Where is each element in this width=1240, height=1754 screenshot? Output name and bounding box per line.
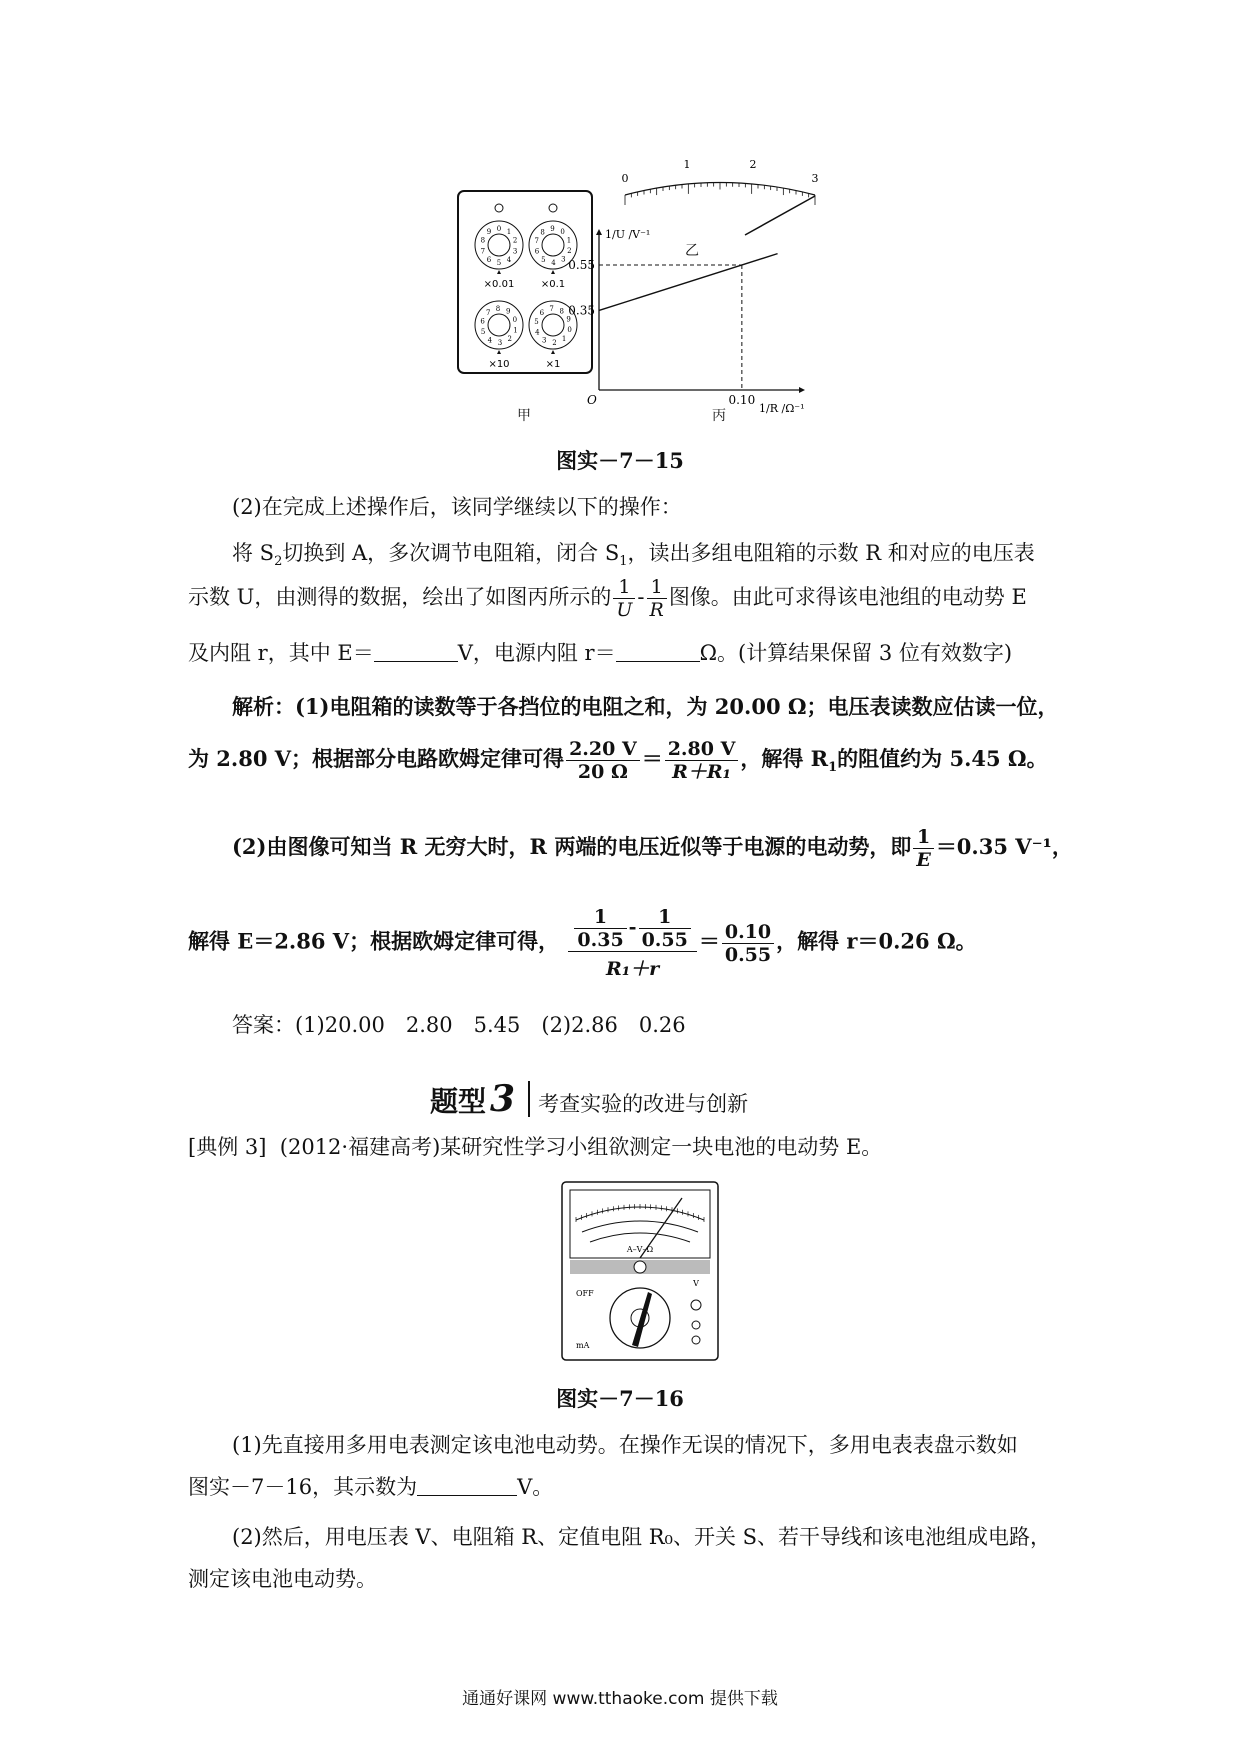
knob-digit: 7 xyxy=(534,237,539,246)
multimeter-scale-label: A–V–Ω xyxy=(626,1245,654,1254)
meter-scale-1: 1 xyxy=(683,160,691,171)
dial-label-3: ×10 xyxy=(488,359,510,370)
frac-1-over-u: $\frac{1}{U}$ xyxy=(613,576,635,621)
analysis-p1b: 为 2.80 V；根据部分电路欧姆定律可得 $\frac{2.20 V}{20 \Omega}$ ＝ $\frac{2.80 V}{\text{R＋R₁}}$ ，解得 $R_1$的阻值约为 5.45 Ω。 xyxy=(188,738,1048,783)
dial-label-1: ×0.01 xyxy=(483,279,515,290)
knob-digit: 2 xyxy=(512,236,518,245)
dial-label-2: ×0.1 xyxy=(540,279,566,290)
example3-line: [典例 3] (2012·福建高考)某研究性学习小组欲测定一块电池的电动势 E。 xyxy=(188,1135,883,1159)
analysis-p3: 解得 E＝2.86 V；根据欧姆定律可得， $\frac{1}{0.35}$ - $\frac{1}{0.55}$ R₁＋r ＝ $\frac{0.10}{0.55}$ ，解得 r＝0.26 Ω。 xyxy=(188,906,977,980)
knob-digit: 9 xyxy=(566,315,571,324)
knob-digit: 2 xyxy=(567,246,572,255)
q2-line2: 将 $S_2$切换到 A，多次调节电阻箱，闭合 $S_1$，读出多组电阻箱的示数 R 和对应的电压表 xyxy=(232,541,1035,570)
origin-label: O xyxy=(587,393,597,407)
x-axis-arrow xyxy=(799,387,805,393)
section-prefix: 题型 xyxy=(430,1085,487,1118)
knob-digit: 7 xyxy=(549,305,554,314)
frac-010-over-055: $\frac{0.10}{0.55}$ xyxy=(722,921,774,966)
x-axis-label: 1/R /Ω⁻¹ xyxy=(759,402,805,415)
knob-digit: 6 xyxy=(480,317,485,326)
frac-1-over-e: $\frac{1}{E}$ xyxy=(913,826,933,871)
section-number: 3 xyxy=(490,1078,516,1120)
section-divider xyxy=(528,1081,530,1117)
page-footer: 通通好课网 www.tthaoke.com 提供下载 xyxy=(462,1689,778,1709)
figure-16-caption: 图实－7－16 xyxy=(556,1386,684,1411)
multimeter-ma-label: mA xyxy=(576,1341,590,1350)
knob-digit: 5 xyxy=(480,328,486,337)
answer-line: 答案：(1)20.00 2.80 5.45 (2)2.86 0.26 xyxy=(232,1013,686,1037)
knob-digit: 9 xyxy=(550,225,555,234)
knob-digit: 1 xyxy=(513,326,518,335)
meter-scale-0: 0 xyxy=(621,172,629,185)
knob-digit: 5 xyxy=(534,318,539,327)
knob-digit: 0 xyxy=(560,227,565,236)
multimeter-off-label: OFF xyxy=(576,1289,594,1298)
meter-scale-3: 3 xyxy=(811,172,819,185)
knob-digit: 4 xyxy=(551,258,556,267)
knob-digit: 8 xyxy=(559,307,565,316)
q3-line3: (2)然后，用电压表 V、电阻箱 R、定值电阻 R₀、开关 S、若干导线和该电池组成电路， xyxy=(232,1525,1052,1549)
frac-220-over-20: $\frac{2.20 V}{20 \Omega}$ xyxy=(566,738,640,783)
knob-digit: 2 xyxy=(507,335,512,344)
figure-15 xyxy=(455,160,825,430)
section-header xyxy=(430,1078,748,1122)
reciprocal-graph xyxy=(565,225,825,415)
blank-e[interactable] xyxy=(374,639,458,662)
frac-280-over-r: $\frac{2.80 V}{\text{R＋R₁}}$ xyxy=(665,738,739,783)
knob-digit: 3 xyxy=(497,338,503,347)
q2-line3: 示数 U，由测得的数据，绘出了如图丙所示的 $\frac{1}{U}$ - $\frac{1}{R}$ 图像。由此可求得该电池组的电动势 E xyxy=(188,576,1027,621)
knob-digit: 1 xyxy=(566,236,572,245)
knob-digit: 6 xyxy=(534,247,540,256)
multimeter-v-label: V xyxy=(693,1279,699,1288)
knob-digit: 0 xyxy=(567,325,572,334)
y-axis-label: 1/U /V⁻¹ xyxy=(605,228,651,241)
dial-label-4: ×1 xyxy=(545,359,561,370)
q2-line4: 及内阻 r，其中 E＝ V，电源内阻 r＝ Ω。(计算结果保留 3 位有效数字) xyxy=(188,641,1013,665)
knob-digit: 8 xyxy=(540,228,545,237)
knob-digit: 4 xyxy=(535,328,540,337)
knob-digit: 8 xyxy=(495,305,501,314)
sub-label-jia: 甲 xyxy=(517,408,531,424)
analysis-p1a: 解析：(1)电阻箱的读数等于各挡位的电阻之和，为 20.00 Ω；电压表读数应估读一位， xyxy=(232,694,1059,719)
y-tick-label: 0.55 xyxy=(568,258,595,272)
knob-digit: 0 xyxy=(496,225,502,233)
q3-line1: (1)先直接用多用电表测定该电池电动势。在操作无误的情况下，多用电表表盘示数如 xyxy=(232,1433,1018,1457)
knob-digit: 5 xyxy=(541,256,546,265)
knob-digit: 9 xyxy=(505,307,511,316)
sub-label-yi: 乙 xyxy=(685,243,699,259)
meter-scale-2: 2 xyxy=(749,160,757,171)
knob-digit: 3 xyxy=(512,247,518,256)
series-line xyxy=(599,254,778,311)
knob-digit: 6 xyxy=(539,309,545,318)
knob-digit: 2 xyxy=(552,338,557,347)
q3-line2: 图实－7－16，其示数为 V。 xyxy=(188,1475,554,1499)
frac-big-equation: $\frac{1}{0.35}$ - $\frac{1}{0.55}$ R₁＋r xyxy=(568,906,696,980)
knob-digit: 9 xyxy=(486,228,492,237)
knob-digit: 7 xyxy=(480,247,486,256)
knob-digit: 4 xyxy=(506,255,512,264)
y-tick-label: 0.35 xyxy=(568,303,595,318)
knob-digit: 1 xyxy=(561,334,567,343)
knob-digit: 0 xyxy=(512,315,518,324)
q2-line1: (2)在完成上述操作后，该同学继续以下的操作： xyxy=(232,495,682,519)
knob-digit: 7 xyxy=(486,308,491,317)
analysis-p2: (2)由图像可知当 R 无穷大时，R 两端的电压近似等于电源的电动势，即 $\frac{1}{E}$ ＝0.35 V⁻¹， xyxy=(232,826,1073,871)
knob-digit: 3 xyxy=(561,255,566,264)
knob-digit: 3 xyxy=(541,336,547,345)
q3-line4: 测定该电池电动势。 xyxy=(188,1567,377,1591)
knob-digit: 8 xyxy=(480,236,486,245)
knob-digit: 5 xyxy=(496,259,502,267)
blank-reading[interactable] xyxy=(417,1473,517,1496)
knob-digit: 4 xyxy=(487,336,493,345)
figure-15-caption: 图实－7－15 xyxy=(556,448,684,473)
multimeter-diagram xyxy=(560,1180,720,1362)
frac-1-over-r: $\frac{1}{R}$ xyxy=(647,576,667,621)
knob-digit: 1 xyxy=(506,228,512,237)
blank-r[interactable] xyxy=(616,639,700,662)
knob-digit: 6 xyxy=(486,255,492,264)
sub-label-bing: 丙 xyxy=(712,408,726,424)
section-title: 考查实验的改进与创新 xyxy=(538,1092,749,1116)
y-axis-arrow xyxy=(596,229,602,235)
x-tick-label: 0.10 xyxy=(728,393,756,407)
